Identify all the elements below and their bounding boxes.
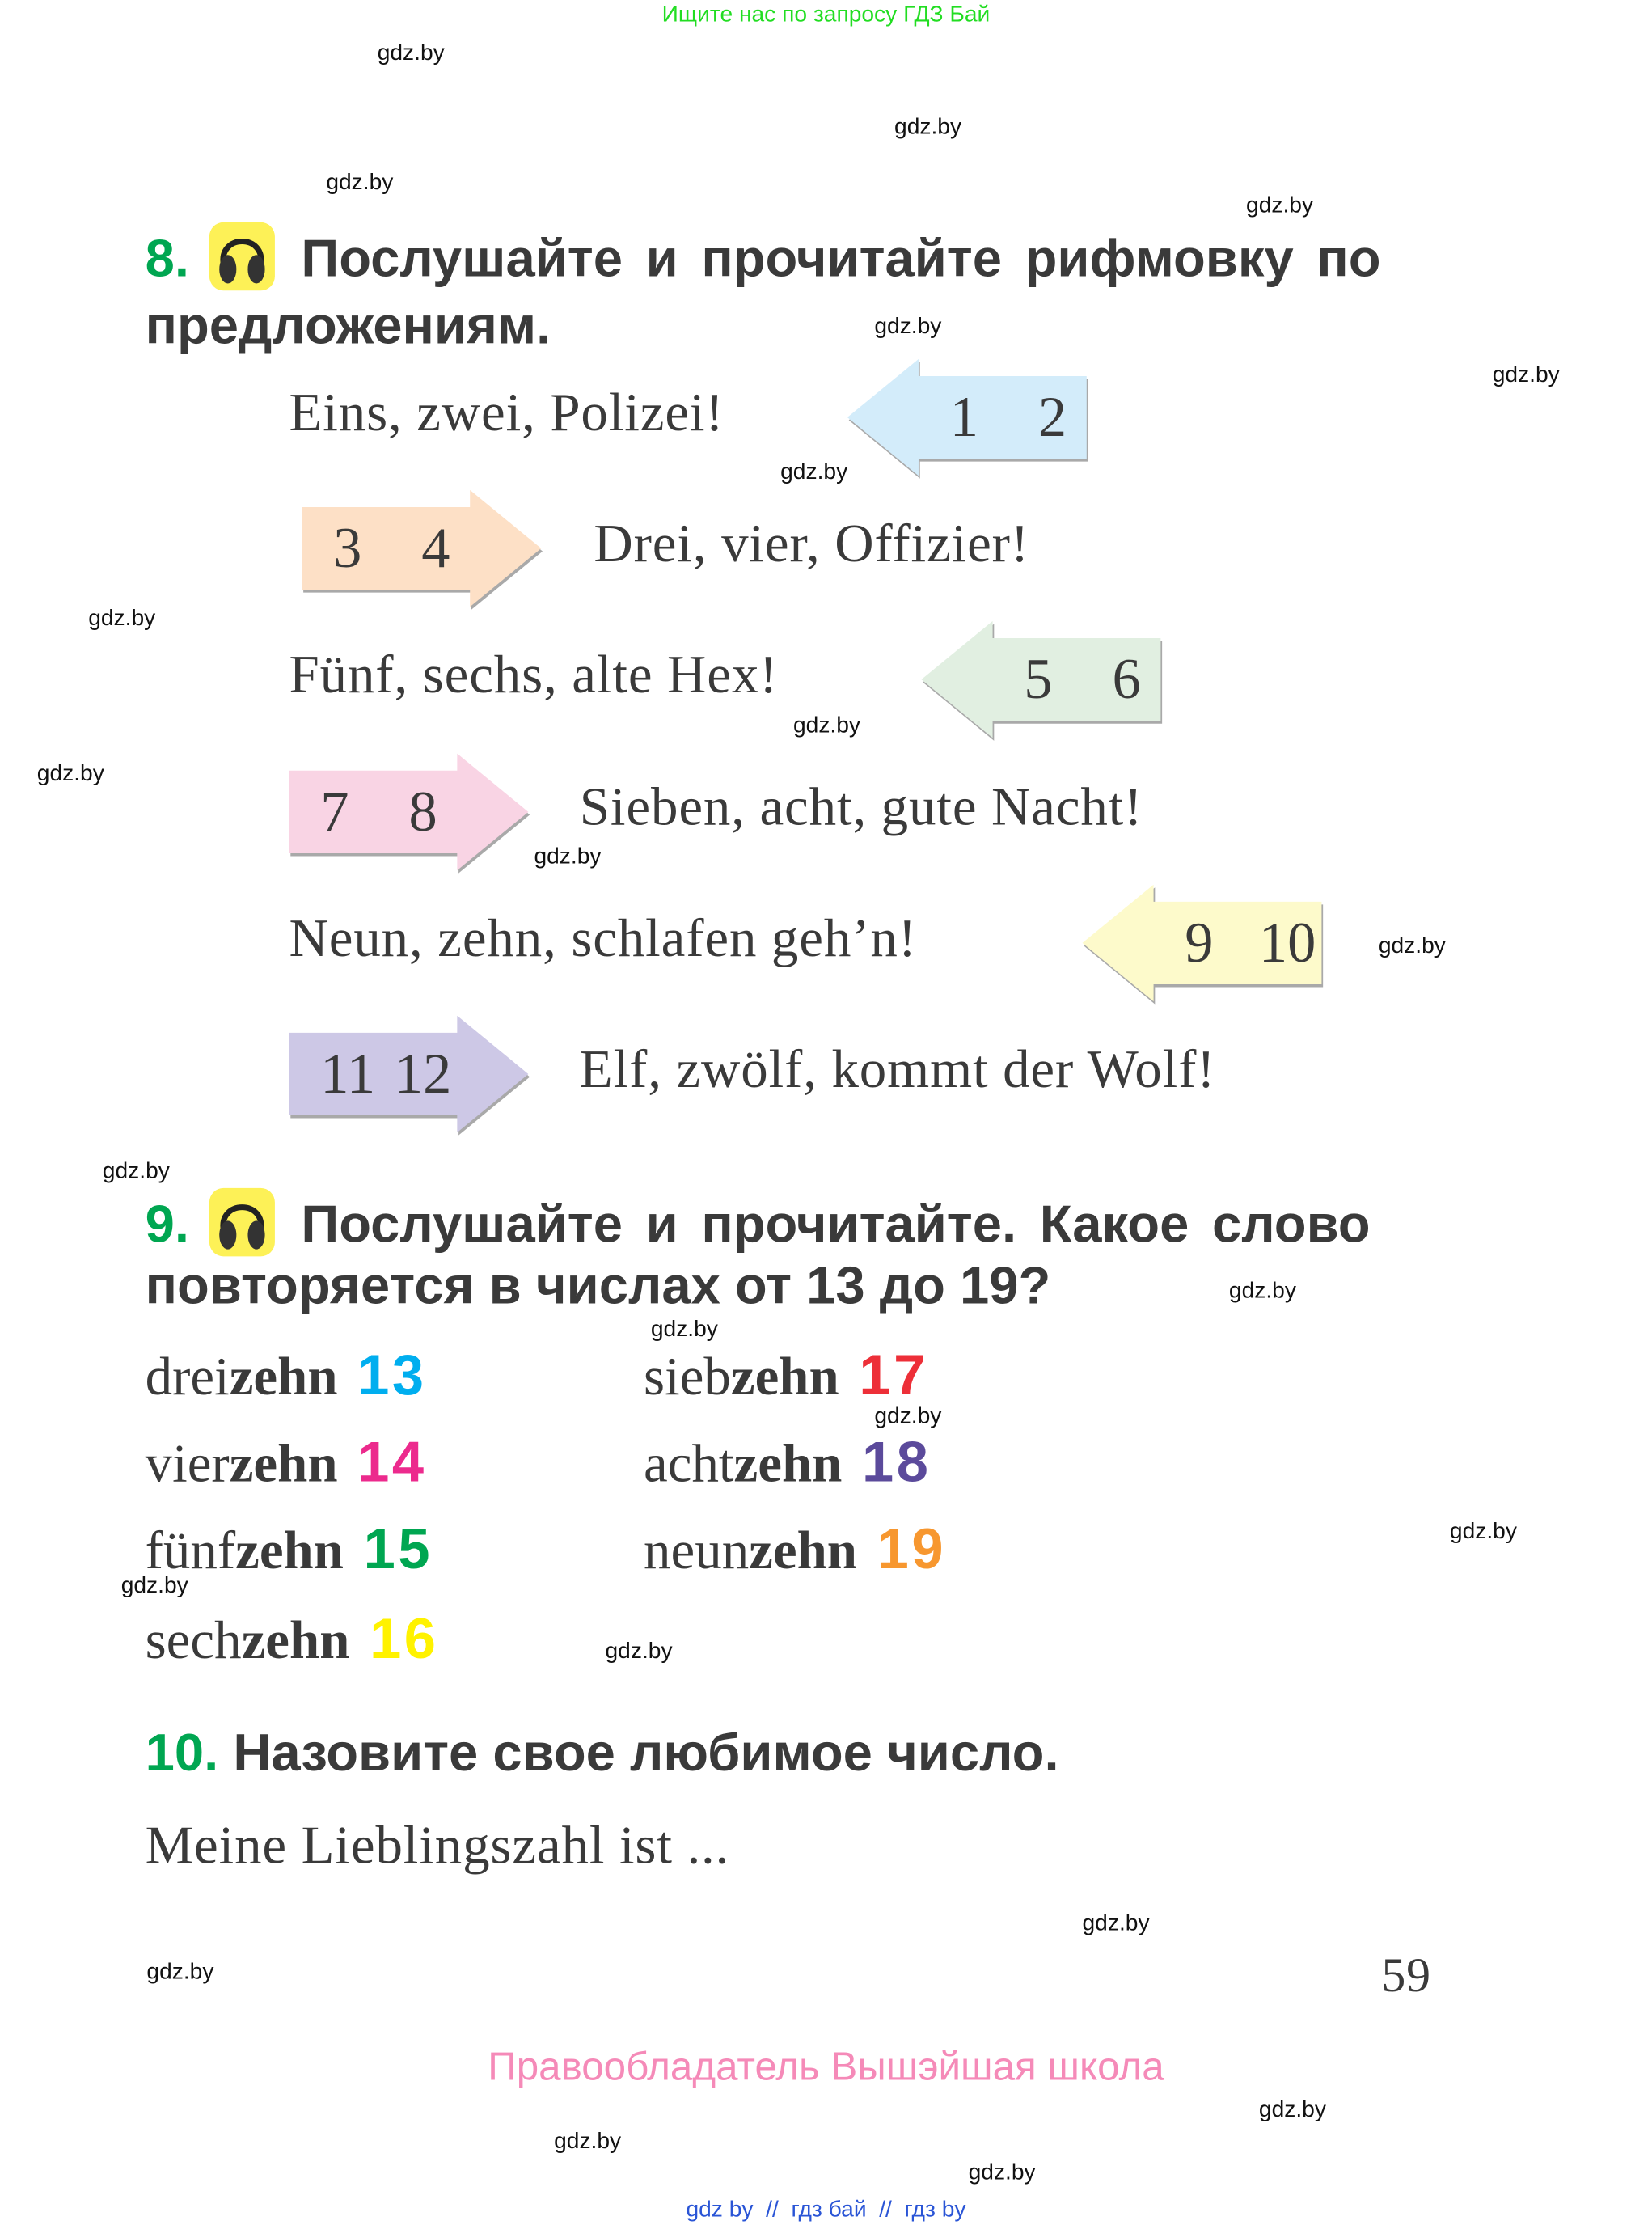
watermark[interactable]: gdz.by bbox=[1246, 193, 1314, 218]
word-stem: neun bbox=[644, 1521, 750, 1581]
word-stem: sieb bbox=[644, 1347, 731, 1408]
example-sentence: Meine Lieblingszahl ist ... bbox=[145, 1816, 730, 1876]
arrow-number: 5 bbox=[1024, 647, 1053, 711]
exercise-8-heading bbox=[146, 228, 1381, 297]
numeral: 17 bbox=[859, 1344, 928, 1408]
arrow-number: 6 bbox=[1112, 647, 1141, 711]
exercise-9-heading bbox=[146, 1194, 1371, 1263]
watermark[interactable]: gdz.by bbox=[146, 1960, 214, 1985]
copyright-footer: Правообладатель Вышэйшая школа bbox=[488, 2044, 1164, 2088]
watermark[interactable]: gdz.by bbox=[36, 762, 104, 787]
rhyme-line: Neun, zehn, schlafen geh’n! bbox=[289, 908, 917, 969]
word-suffix: zehn bbox=[229, 1347, 338, 1408]
word-suffix: zehn bbox=[749, 1521, 858, 1581]
arrow-number: 8 bbox=[408, 780, 437, 844]
page-number: 59 bbox=[1381, 1950, 1432, 2003]
word-stem: drei bbox=[145, 1347, 230, 1408]
watermark[interactable]: gdz.by bbox=[377, 41, 445, 66]
headphones-icon[interactable] bbox=[209, 222, 275, 291]
arrow-number: 7 bbox=[320, 780, 349, 844]
watermark[interactable]: gdz.by bbox=[554, 2129, 622, 2154]
exercise-number: 8. bbox=[145, 229, 189, 288]
number-word bbox=[146, 1520, 433, 1581]
word-suffix: zehn bbox=[241, 1610, 350, 1671]
watermark[interactable]: gdz.by bbox=[605, 1639, 673, 1665]
watermark[interactable]: gdz.by bbox=[1492, 363, 1560, 388]
rhyme-line: Eins, zwei, Polizei! bbox=[289, 383, 725, 443]
watermark[interactable]: gdz.by bbox=[1082, 1911, 1150, 1936]
arrow-number: 9 bbox=[1185, 911, 1214, 975]
arrow-number: 1 bbox=[949, 385, 978, 449]
exercise-title: Назовите свое любимое число. bbox=[233, 1724, 1059, 1783]
headphones-icon[interactable] bbox=[209, 1188, 275, 1257]
arrow-number: 12 bbox=[394, 1042, 452, 1106]
exercise-number: 9. bbox=[145, 1195, 189, 1254]
numeral: 15 bbox=[363, 1518, 433, 1581]
watermark[interactable]: gdz.by bbox=[534, 844, 602, 869]
number-arrow bbox=[921, 621, 1166, 743]
number-arrow bbox=[289, 754, 534, 876]
word-stem: fünf bbox=[145, 1521, 236, 1581]
top-banner: Ищите нас по запросу ГДЗ Бай bbox=[661, 2, 991, 27]
number-arrow bbox=[847, 359, 1092, 481]
exercise-8-title-line2: предложениям. bbox=[145, 296, 551, 355]
footer-links[interactable]: gdz by // гдз бай // гдз by bbox=[686, 2198, 966, 2223]
watermark[interactable]: gdz.by bbox=[88, 607, 156, 632]
number-word bbox=[146, 1433, 427, 1495]
arrow-number: 11 bbox=[320, 1042, 376, 1106]
watermark[interactable]: gdz.by bbox=[894, 115, 962, 140]
rhyme-line: Sieben, acht, gute Nacht! bbox=[579, 777, 1143, 838]
number-arrow bbox=[289, 1016, 534, 1138]
arrow-number: 10 bbox=[1258, 911, 1316, 975]
number-word bbox=[644, 1433, 931, 1495]
arrow-number: 4 bbox=[421, 516, 450, 580]
word-suffix: zehn bbox=[730, 1347, 839, 1408]
numeral: 18 bbox=[862, 1432, 932, 1495]
exercise-title-line1: Послушайте и прочитайте рифмовку по bbox=[301, 229, 1381, 288]
number-word bbox=[644, 1520, 946, 1581]
word-suffix: zehn bbox=[733, 1434, 843, 1495]
number-arrow bbox=[1083, 885, 1328, 1007]
numeral: 16 bbox=[370, 1608, 439, 1671]
watermark[interactable]: gdz.by bbox=[1228, 1279, 1296, 1304]
watermark[interactable]: gdz.by bbox=[650, 1318, 718, 1343]
numeral: 13 bbox=[357, 1344, 427, 1408]
numeral: 19 bbox=[877, 1518, 947, 1581]
watermark[interactable]: gdz.by bbox=[1378, 934, 1446, 959]
watermark[interactable]: gdz.by bbox=[120, 1574, 188, 1599]
word-stem: acht bbox=[644, 1434, 734, 1495]
arrow-number: 3 bbox=[333, 516, 362, 580]
numeral: 14 bbox=[357, 1432, 427, 1495]
number-arrow bbox=[302, 490, 547, 612]
rhyme-line: Fünf, sechs, alte Hex! bbox=[289, 645, 779, 705]
watermark[interactable]: gdz.by bbox=[326, 171, 394, 196]
watermark[interactable]: gdz.by bbox=[1449, 1520, 1517, 1545]
exercise-10-heading bbox=[145, 1724, 1059, 1783]
number-word bbox=[146, 1610, 439, 1671]
number-word bbox=[146, 1346, 427, 1407]
watermark[interactable]: gdz.by bbox=[780, 459, 848, 484]
watermark[interactable]: gdz.by bbox=[102, 1159, 170, 1184]
word-suffix: zehn bbox=[235, 1521, 344, 1581]
word-suffix: zehn bbox=[229, 1434, 338, 1495]
rhyme-line: Drei, vier, Offizier! bbox=[594, 514, 1030, 574]
watermark[interactable]: gdz.by bbox=[792, 713, 861, 738]
watermark[interactable]: gdz.by bbox=[1258, 2098, 1326, 2123]
watermark[interactable]: gdz.by bbox=[874, 1404, 942, 1429]
word-stem: sech bbox=[145, 1610, 242, 1671]
watermark[interactable]: gdz.by bbox=[968, 2160, 1036, 2185]
watermark[interactable]: gdz.by bbox=[874, 315, 942, 340]
word-stem: vier bbox=[145, 1434, 230, 1495]
exercise-9-title-line2: повторяется в числах от 13 до 19? bbox=[145, 1256, 1051, 1315]
exercise-number: 10. bbox=[145, 1724, 219, 1783]
number-word bbox=[644, 1346, 928, 1407]
arrow-number: 2 bbox=[1037, 385, 1067, 449]
exercise-title-line1: Послушайте и прочитайте. Какое слово bbox=[301, 1195, 1371, 1254]
rhyme-line: Elf, zwölf, kommt der Wolf! bbox=[579, 1039, 1216, 1100]
